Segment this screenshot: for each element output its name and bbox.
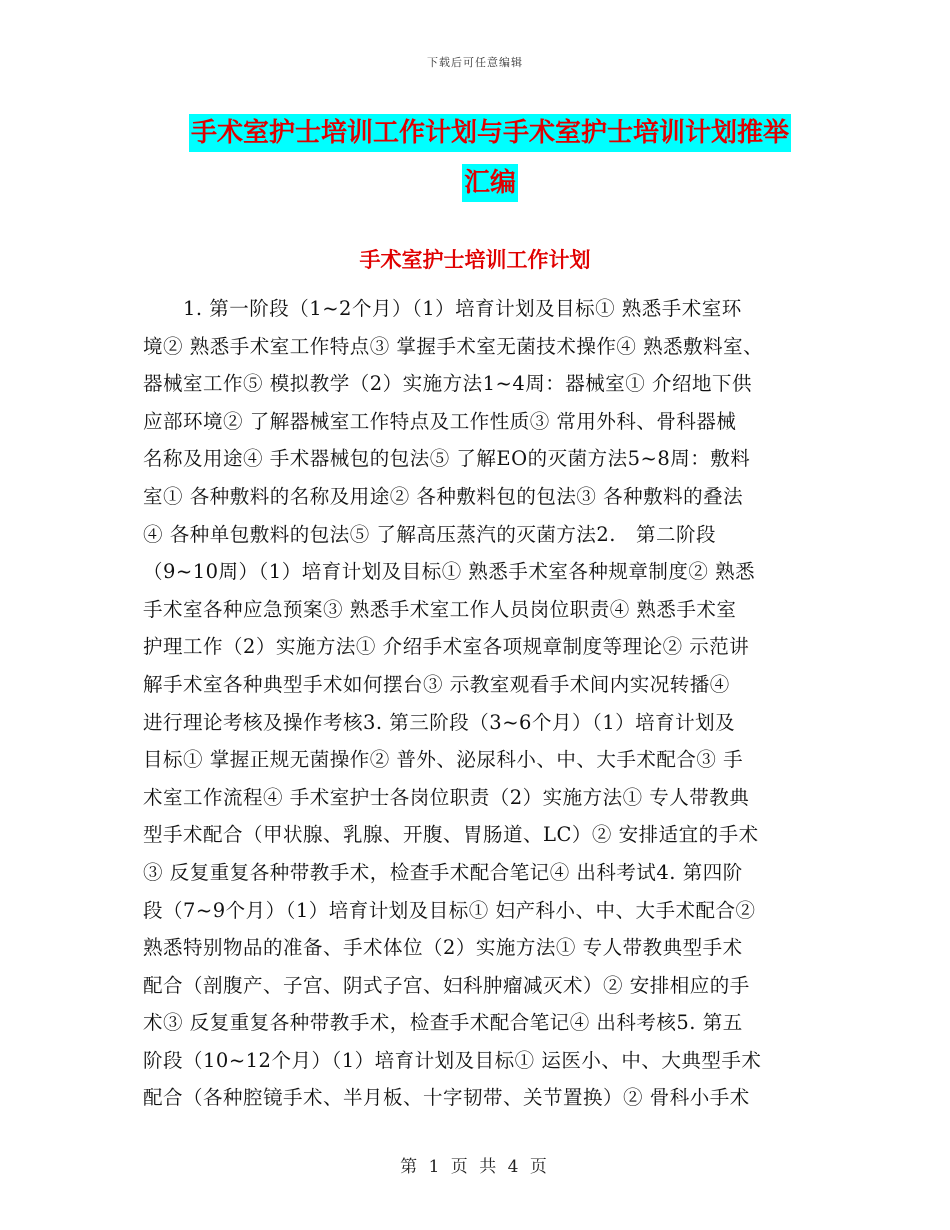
body-line: 术③ 反复重复各种带教手术，检查手术配合笔记④ 出科考核5. 第五 bbox=[143, 1011, 743, 1035]
body-line: 室① 各种敷料的名称及用途② 各种敷料包的包法③ 各种敷料的叠法 bbox=[143, 484, 744, 508]
body-line: 名称及用途④ 手术器械包的包法⑤ 了解EO的灭菌方法5~8周：敷料 bbox=[143, 447, 751, 471]
body-line: 护理工作（2）实施方法① 介绍手术室各项规章制度等理论② 示范讲 bbox=[143, 635, 750, 659]
body-line: 阶段（10~12个月）（1）培育计划及目标① 运医小、中、大典型手术 bbox=[143, 1048, 762, 1072]
header-note: 下载后可任意编辑 bbox=[427, 56, 523, 69]
body-line: 术室工作流程④ 手术室护士各岗位职责（2）实施方法① 专人带教典 bbox=[143, 785, 750, 809]
body-line: 解手术室各种典型手术如何摆台③ 示教室观看手术间内实况转播④ bbox=[143, 672, 730, 696]
body-line: 配合（剖腹产、子宫、阴式子宫、妇科肿瘤减灭术）② 安排相应的手 bbox=[143, 973, 750, 997]
document-title bbox=[140, 108, 840, 208]
document-title-line-1: 手术室护士培训工作计划与手术室护士培训计划推举 bbox=[189, 114, 791, 152]
document-title-line-2: 汇编 bbox=[462, 164, 518, 202]
section-title: 手术室护士培训工作计划 bbox=[359, 248, 591, 272]
body-line: （9~10周）（1）培育计划及目标① 熟悉手术室各种规章制度② 熟悉 bbox=[143, 560, 756, 584]
body-line: 器械室工作⑤ 模拟教学（2）实施方法1~4周：器械室① 介绍地下供 bbox=[143, 372, 752, 396]
body-line: 1. 第一阶段（1~2个月）（1）培育计划及目标① 熟悉手术室环 bbox=[143, 297, 742, 320]
body-line: 配合（各种腔镜手术、半月板、十字韧带、关节置换）② 骨科小手术 bbox=[143, 1086, 750, 1110]
body-line: ④ 各种单包敷料的包法⑤ 了解高压蒸汽的灭菌方法2. 第二阶段 bbox=[143, 522, 717, 546]
body-line: 段（7~9个月）（1）培育计划及目标① 妇产科小、中、大手术配合② bbox=[143, 898, 756, 922]
body-line: 进行理论考核及操作考核3. 第三阶段（3~6个月）（1）培育计划及 bbox=[143, 710, 736, 734]
body-line: 境② 熟悉手术室工作特点③ 掌握手术室无菌技术操作④ 熟悉敷料室、 bbox=[143, 334, 764, 358]
body-line: 目标① 掌握正规无菌操作② 普外、泌尿科小、中、大手术配合③ 手 bbox=[143, 748, 744, 772]
body-line: 型手术配合（甲状腺、乳腺、开腹、胃肠道、LC）② 安排适宜的手术 bbox=[143, 823, 759, 847]
page-footer: 第 1 页 共 4 页 bbox=[400, 1157, 550, 1177]
body-paragraph bbox=[143, 290, 815, 1117]
body-line: ③ 反复重复各种带教手术，检查手术配合笔记④ 出科考试4. 第四阶 bbox=[143, 860, 743, 884]
body-line: 手术室各种应急预案③ 熟悉手术室工作人员岗位职责④ 熟悉手术室 bbox=[143, 597, 737, 621]
body-line: 应部环境② 了解器械室工作特点及工作性质③ 常用外科、骨科器械 bbox=[143, 409, 737, 433]
body-line: 熟悉特别物品的准备、手术体位（2）实施方法① 专人带教典型手术 bbox=[143, 936, 743, 960]
